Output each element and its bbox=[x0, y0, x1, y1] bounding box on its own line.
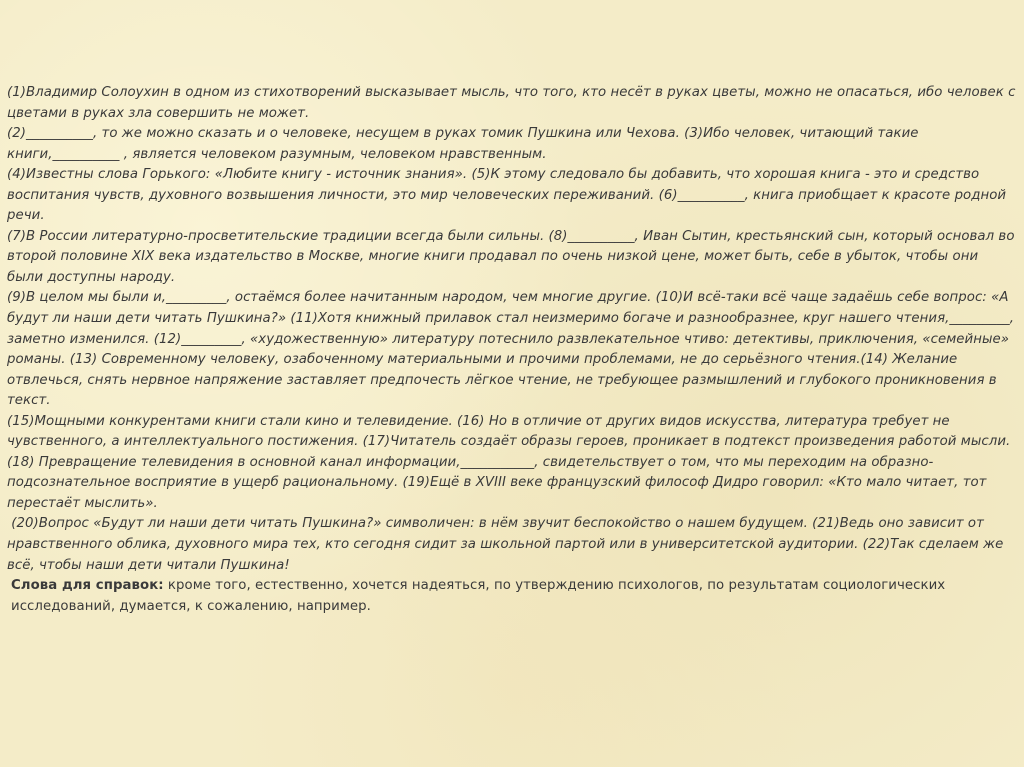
paragraph-3: (4)Известны слова Горького: «Любите книгу - источник знания». (5)К этому следовало бы добавить, что хорошая книга - это и средство воспитания чувств, духовного возвышения личности, это мир человеческих переживаний. (6)__________, книга приобщает к красоте родной речи. bbox=[7, 167, 1007, 224]
paragraph-2: (2)__________, то же можно сказать и о человеке, несущем в руках томик Пушкина или Чехова. (3)Ибо человек, читающий такие книги,__________ , является человеком разумным, человеком нравственным. bbox=[7, 126, 919, 162]
paragraph-5: (9)В целом мы были и,_________, остаёмся более начитанным народом, чем многие другие. (10)И всё-таки всё чаще задаёшь себе вопрос: «А будут ли наши дети читать Пушкина?» (11)Хотя книжный прилавок стал неизмеримо богаче и разнообразнее, круг нашего чтения,_________, заметно изменился. (12)_________, «художественную» литературу потеснило развлекательное чтиво: детективы, приключения, «семейные» романы. (13) Современному человеку, озабоченному материальными и прочими проблемами, не до серьёзного чтения.(14) Желание отвлечься, снять нервное напряжение заставляет предпочесть лёгкое чтение, не требующее размышлений и глубокого проникновения в текст. bbox=[7, 290, 1014, 409]
reference-words bbox=[7, 576, 1017, 617]
reference-label: Слова для справок: bbox=[11, 578, 164, 594]
paragraph-6: (15)Мощными конкурентами книги стали кино и телевидение. (16) Но в отличие от других видов искусства, литература требует не чувственного, а интеллектуального постижения. (17)Читатель создаёт образы героев, проникает в подтекст произведения работой мысли. (18) Превращение телевидения в основной канал информации,___________, свидетельствует о том, что мы переходим на образно-подсознательное восприятие в ущерб рациональному. (19)Ещё в XVIII веке французский философ Дидро говорил: «Кто мало читает, тот перестаёт мыслить». bbox=[7, 413, 1011, 511]
paragraph-4: (7)В России литературно-просветительские традиции всегда были сильны. (8)__________, Иван Сытин, крестьянский сын, который основал во второй половине XIX века издательство в Москве, многие книги продавал по очень низкой цене, может быть, себе в убыток, чтобы они были доступны народу. bbox=[7, 228, 1015, 285]
exercise-text bbox=[7, 83, 1017, 617]
paragraph-1: (1)Владимир Солоухин в одном из стихотворений высказывает мысль, что того, кто несёт в руках цветы, можно не опасаться, ибо человек с цветами в руках зла совершить не может. bbox=[7, 85, 1016, 121]
paragraph-7: (20)Вопрос «Будут ли наши дети читать Пушкина?» символичен: в нём звучит беспокойство о нашем будущем. (21)Ведь оно зависит от нравственного облика, духовного мира тех, кто сегодня сидит за школьной партой или в университетской аудитории. (22)Так сделаем же всё, чтобы наши дети читали Пушкина! bbox=[7, 516, 1008, 573]
reference-list: кроме того, естественно, хочется надеяться, по утверждению психологов, по результатам социологических исследований, думается, к сожалению, например. bbox=[11, 578, 946, 614]
